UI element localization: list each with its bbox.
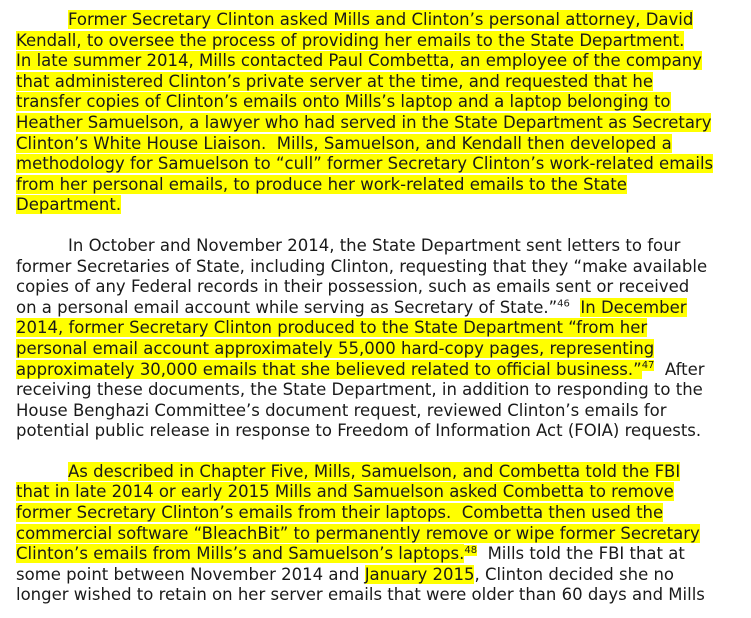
highlighted-text: January 2015 [364, 564, 475, 584]
text-line [16, 360, 735, 381]
body-text: After [654, 359, 705, 379]
body-text [570, 298, 581, 317]
highlighted-text: methodology for Samuelson to “cull” former Secretary Clinton’s work-related emails [16, 154, 714, 174]
body-text: copies of any Federal records in their possession, such as emails sent or received [16, 277, 690, 297]
highlighted-text: from her personal emails, to produce her work-related emails to the State [16, 174, 627, 194]
text-line [16, 503, 735, 524]
text-line [16, 175, 735, 196]
text-line [16, 51, 735, 72]
text-line [16, 72, 735, 93]
highlighted-text: approximately 30,000 emails that she believed related to official business.” [16, 359, 642, 379]
text-line [16, 113, 735, 134]
body-text: , Clinton decided she no [474, 564, 675, 584]
highlighted-text: that in late 2014 or early 2015 Mills and Samuelson asked Combetta to remove [16, 482, 674, 502]
text-line [16, 380, 735, 401]
highlighted-text: Department. [16, 195, 122, 215]
body-text: former Secretaries of State, including Clinton, requesting that they “make available [16, 256, 708, 276]
text-line [16, 154, 735, 175]
text-line [16, 257, 735, 278]
highlighted-text: As described in Chapter Five, Mills, Samuelson, and Combetta told the FBI [68, 461, 681, 481]
text-line [16, 524, 735, 545]
text-line [16, 401, 735, 422]
text-line [16, 339, 735, 360]
highlighted-text: Former Secretary Clinton asked Mills and Clinton’s personal attorney, David [68, 10, 694, 29]
text-line [16, 277, 735, 298]
text-line [16, 134, 735, 155]
highlighted-text: transfer copies of Clinton’s emails onto Mills’s laptop and a laptop belonging to [16, 92, 671, 112]
highlighted-text: former Secretary Clinton’s emails from their laptops. Combetta then used the [16, 503, 664, 523]
footnote-marker: 46 [557, 298, 570, 310]
body-text: In October and November 2014, the State Department sent letters to four [68, 235, 681, 255]
text-line [16, 565, 735, 586]
paragraph [16, 10, 735, 216]
highlighted-text: commercial software “BleachBit” to permanently remove or wipe former Secretary [16, 523, 700, 543]
highlighted-text: Clinton’s White House Liaison. Mills, Samuelson, and Kendall then developed a [16, 133, 672, 153]
footnote-marker: 48 [464, 544, 478, 556]
text-line [16, 482, 735, 503]
text-line [16, 585, 735, 606]
text-line [16, 298, 735, 319]
body-text: Mills told the FBI that at [477, 544, 685, 564]
highlighted-text: 2014, former Secretary Clinton produced to the State Department “from her [16, 318, 648, 338]
text-line [16, 195, 735, 216]
text-line [16, 318, 735, 339]
highlighted-text: personal email account approximately 55,000 hard-copy pages, representing [16, 338, 655, 358]
text-line [16, 462, 735, 483]
body-text: on a personal email account while serving as Secretary of State.” [16, 297, 558, 317]
text-line [16, 31, 735, 52]
highlighted-text: Heather Samuelson, a lawyer who had served in the State Department as Secretary [16, 112, 712, 132]
highlighted-text: In late summer 2014, Mills contacted Paul Combetta, an employee of the company [16, 51, 702, 71]
footnote-marker: 47 [641, 360, 655, 371]
highlighted-text: Clinton’s emails from Mills’s and Samuelson’s laptops. [16, 544, 465, 564]
text-line [16, 10, 735, 31]
body-text: receiving these documents, the State Department, in addition to responding to the [16, 380, 703, 400]
highlighted-text: In December [580, 297, 687, 317]
text-line [16, 544, 735, 565]
body-text: some point between November 2014 and [16, 564, 365, 584]
text-line [16, 421, 735, 442]
highlighted-text: Kendall, to oversee the process of providing her emails to the State Department. [16, 30, 685, 50]
paragraph [16, 462, 735, 606]
body-text: House Benghazi Committee’s document request, reviewed Clinton’s emails for [16, 400, 667, 420]
text-line [16, 236, 735, 257]
paragraph [16, 236, 735, 442]
body-text: potential public release in response to Freedom of Information Act (FOIA) requests. [16, 421, 702, 441]
text-line [16, 92, 735, 113]
highlighted-text: that administered Clinton’s private server at the time, and requested that he [16, 71, 654, 91]
body-text: longer wished to retain on her server emails that were older than 60 days and Mills [16, 585, 705, 605]
